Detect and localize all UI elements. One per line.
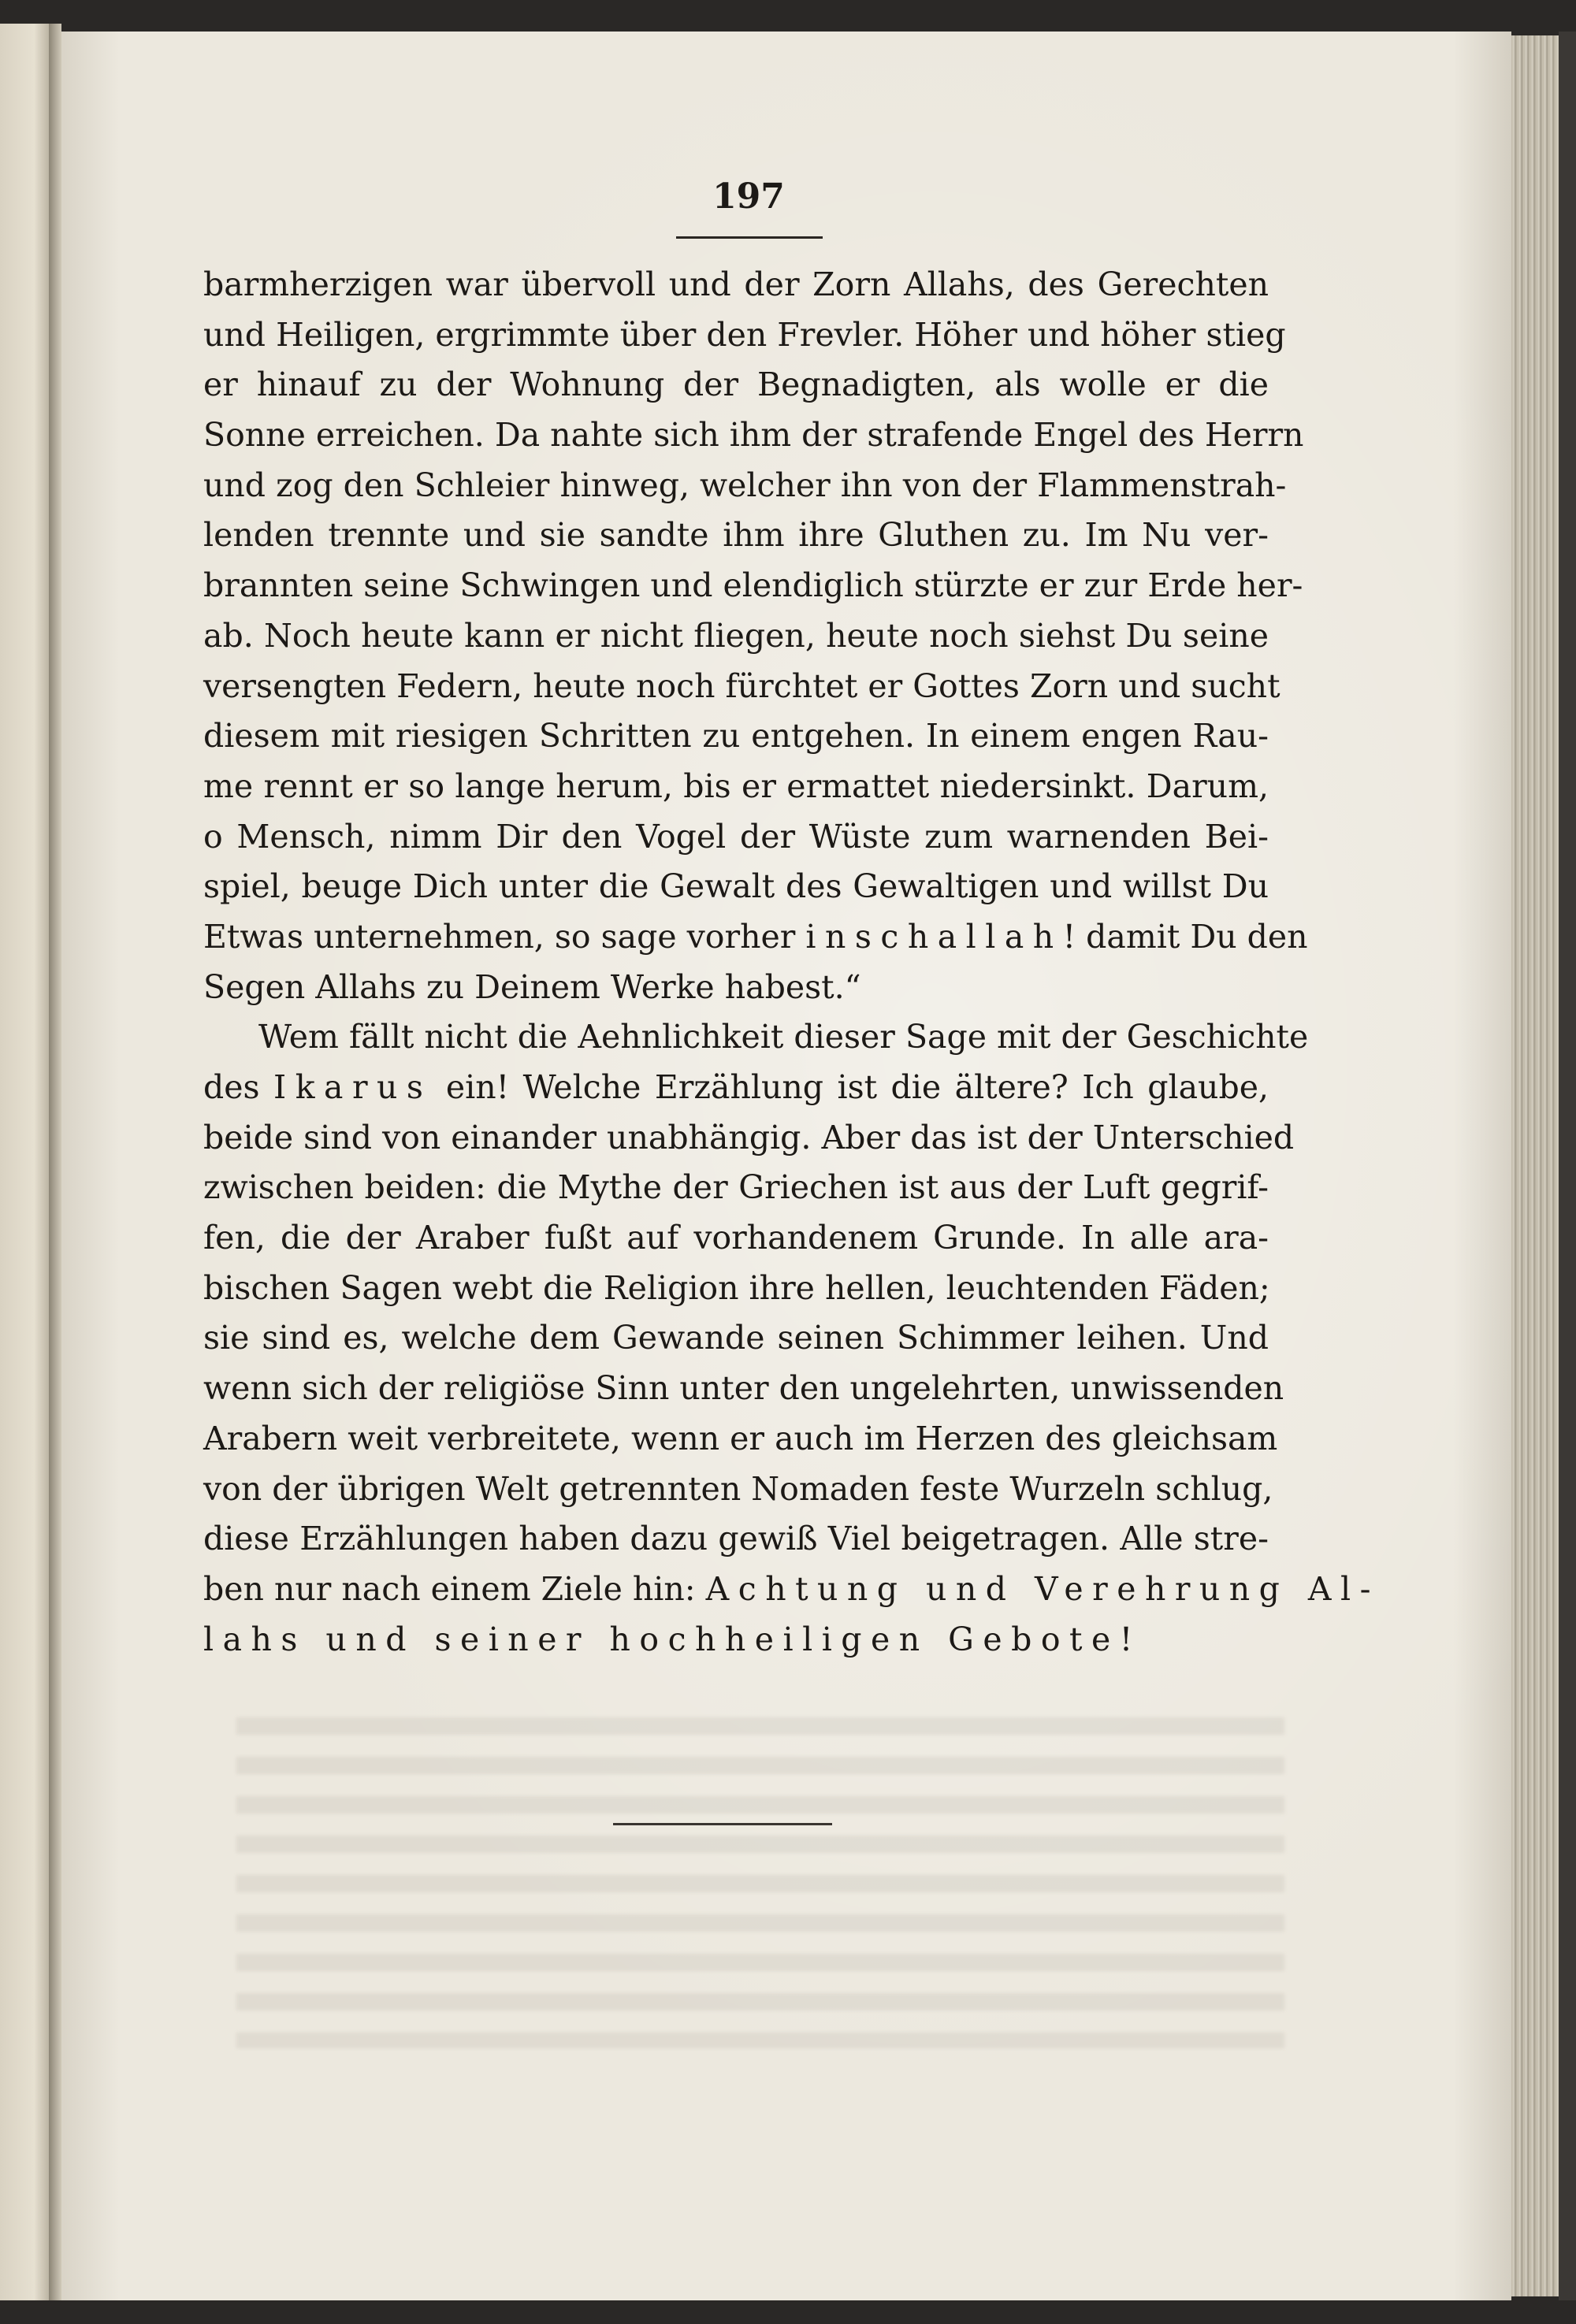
text-line <box>203 711 1269 762</box>
text-line <box>203 510 1269 561</box>
page-number: 197 <box>712 176 785 217</box>
text-segment: ben nur nach einem Ziele hin: <box>203 1569 706 1608</box>
text-line <box>203 1514 1269 1565</box>
text-line <box>203 1264 1269 1314</box>
text-segment: beide sind von einander unabhängig. Aber das ist der Unterschied <box>203 1118 1295 1156</box>
text-line <box>203 1465 1273 1515</box>
text-line <box>203 1063 1269 1113</box>
text-segment: zwischen beiden: die Mythe der Griechen ist aus der Luft gegrif- <box>203 1168 1269 1207</box>
text-line <box>203 762 1269 812</box>
body-text <box>203 260 1380 1665</box>
text-line <box>203 611 1269 662</box>
text-line <box>203 862 1269 912</box>
text-segment: fen, die der Araber fußt auf vorhandenem Grunde. In alle ara- <box>203 1219 1269 1257</box>
text-segment: Wem fällt nicht die Aehnlichkeit dieser Sage mit der Geschichte <box>258 1018 1309 1056</box>
text-line <box>203 1615 1269 1665</box>
text-segment: des <box>203 1068 274 1106</box>
text-segment: bischen Sagen webt die Religion ihre hellen, leuchtenden Fäden; <box>203 1268 1270 1307</box>
text-segment: ein! Welche Erzählung ist die ältere? Ich glaube, <box>432 1068 1269 1106</box>
text-line <box>203 410 1304 461</box>
header-rule <box>676 236 823 239</box>
text-segment: sie sind es, welche dem Gewande seinen Schimmer leihen. Und <box>203 1319 1269 1357</box>
text-segment: Segen Allahs zu Deinem Werke habest.“ <box>203 967 861 1006</box>
text-segment: und Heiligen, ergrimmte über den Frevler. Höher und höher stieg <box>203 315 1286 354</box>
text-line <box>203 1565 1380 1615</box>
text-segment: er hinauf zu der Wohnung der Begnadigten, als wolle er die <box>203 366 1269 404</box>
text-line <box>203 360 1269 410</box>
text-line <box>203 812 1269 863</box>
text-segment: spiel, beuge Dich unter die Gewalt des Gewaltigen und willst Du <box>203 867 1269 906</box>
text-line <box>203 461 1287 511</box>
text-line <box>203 1113 1295 1164</box>
text-segment: wenn sich der religiöse Sinn unter den ungelehrten, unwissenden <box>203 1369 1284 1408</box>
scan-border <box>1559 32 1576 2300</box>
text-segment: barmherzigen war übervoll und der Zorn Allahs, des Gerechten <box>203 265 1269 303</box>
text-segment: Etwas unternehmen, so sage vorher <box>203 917 806 956</box>
text-segment: o Mensch, nimm Dir den Vogel der Wüste zum warnenden Bei- <box>203 817 1269 856</box>
text-segment: von der übrigen Welt getrennten Nomaden feste Wurzeln schlug, <box>203 1469 1273 1508</box>
text-line <box>203 260 1269 310</box>
show-through <box>236 1717 1284 2048</box>
text-segment: ! <box>1119 1620 1133 1658</box>
text-line <box>203 1213 1269 1264</box>
text-line <box>203 1313 1269 1364</box>
text-line <box>203 1414 1278 1465</box>
text-line <box>203 1163 1269 1213</box>
text-segment: diese Erzählungen haben dazu gewiß Viel beigetragen. Alle stre- <box>203 1520 1269 1558</box>
text-segment: diesem mit riesigen Schritten zu entgehen. In einem engen Rau- <box>203 717 1269 755</box>
text-line <box>203 912 1308 963</box>
section-end-rule <box>613 1823 832 1825</box>
text-line <box>203 310 1286 361</box>
book-gutter <box>49 24 61 2300</box>
text-segment: brannten seine Schwingen und elendiglich stürzte er zur Erde her- <box>203 566 1303 605</box>
text-line <box>203 561 1303 611</box>
text-segment: ab. Noch heute kann er nicht fliegen, heute noch siehst Du seine <box>203 616 1269 655</box>
text-line <box>203 1364 1284 1414</box>
text-line <box>203 1012 1309 1063</box>
text-segment: Sonne erreichen. Da nahte sich ihm der strafende Engel des Herrn <box>203 416 1304 455</box>
text-segment: me rennt er so lange herum, bis er ermattet niedersinkt. Darum, <box>203 767 1269 805</box>
text-line <box>203 963 1269 1013</box>
text-segment: versengten Federn, heute noch fürchtet er Gottes Zorn und sucht <box>203 666 1280 705</box>
text-line <box>203 662 1280 712</box>
emphasized-text: Achtung und Verehrung Al- <box>705 1569 1380 1608</box>
facing-page-edge <box>0 24 49 2300</box>
emphasized-text: lahs und seiner hochheiligen Gebote <box>203 1620 1120 1658</box>
page-edges <box>1511 35 1559 2296</box>
text-segment: und zog den Schleier hinweg, welcher ihn von der Flammenstrah- <box>203 466 1287 504</box>
emphasized-text: Ikarus <box>273 1068 433 1106</box>
emphasized-text: inschallah <box>805 917 1063 956</box>
text-segment: lenden trennte und sie sandte ihm ihre Gluthen zu. Im Nu ver- <box>203 516 1269 555</box>
text-segment: Arabern weit verbreitete, wenn er auch im Herzen des gleichsam <box>203 1419 1278 1457</box>
text-segment: ! damit Du den <box>1062 917 1308 956</box>
